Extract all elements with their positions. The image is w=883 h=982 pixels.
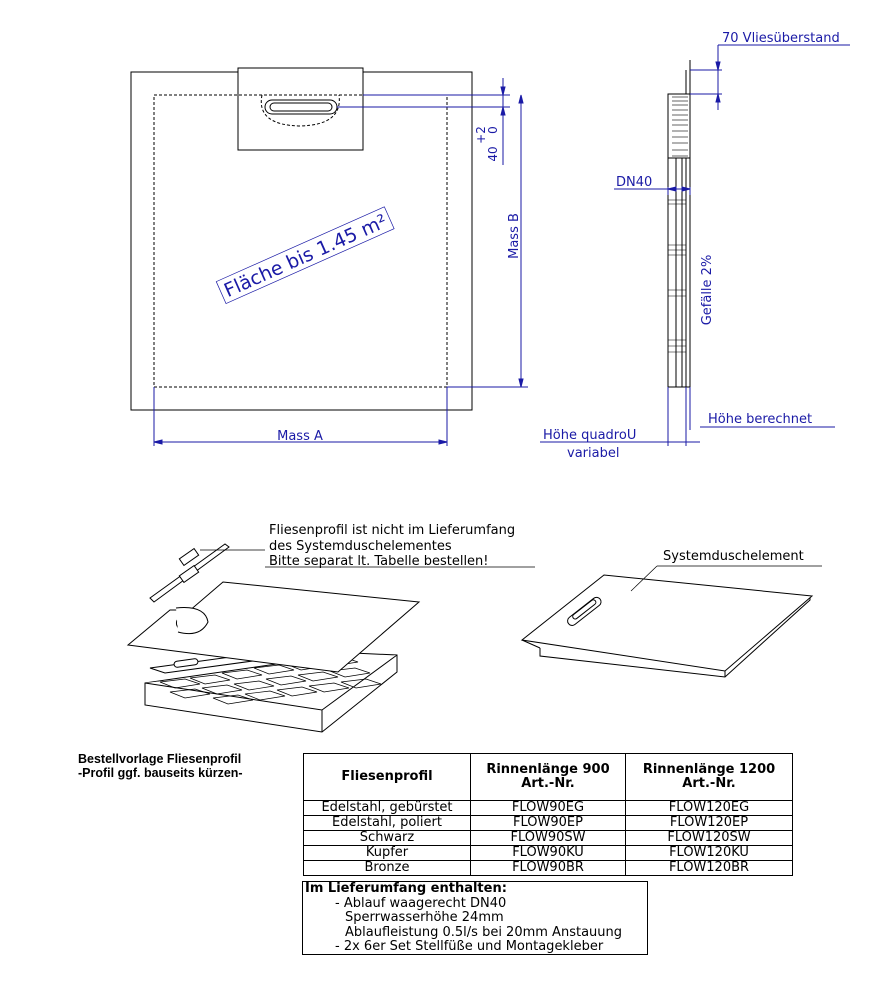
slope-label: Gefälle 2%: [700, 254, 715, 326]
height-calculated-label: Höhe berechnet: [708, 412, 813, 427]
cell-profile: Edelstahl, gebürstet: [304, 801, 471, 816]
cell-art-900: FLOW90EG: [471, 801, 626, 816]
cell-profile: Bronze: [304, 861, 471, 876]
table-row: [304, 846, 793, 861]
header-length-1200: Rinnenlänge 1200 Art.-Nr.: [626, 754, 793, 801]
scope-line1: - Ablauf waagerecht DN40: [335, 895, 507, 911]
height-value: 40: [486, 146, 500, 162]
note-line2: des Systemduschelementes: [269, 539, 452, 554]
scope-line3: Ablaufleistung 0.5l/s bei 20mm Anstauung: [345, 924, 622, 940]
cell-art-1200: FLOW120EG: [626, 801, 793, 816]
mass-a-label: Mass A: [277, 429, 323, 444]
table-header-row: [304, 754, 793, 801]
iso-assembled-view: [522, 575, 812, 677]
tolerance-top: +2: [474, 126, 488, 144]
area-label: [216, 207, 394, 304]
drain-housing: [238, 68, 363, 150]
height-quadro-label: Höhe quadroU: [543, 428, 637, 443]
cell-art-900: FLOW90EP: [471, 816, 626, 831]
header-profile: Fliesenprofil: [304, 754, 471, 801]
cell-art-900: FLOW90SW: [471, 831, 626, 846]
cell-art-1200: FLOW120BR: [626, 861, 793, 876]
cell-profile: Kupfer: [304, 846, 471, 861]
cell-art-900: FLOW90KU: [471, 846, 626, 861]
note-line1: Fliesenprofil ist nicht im Lieferumfang: [269, 523, 516, 538]
variable-label: variabel: [567, 446, 620, 461]
table-row: [304, 801, 793, 816]
side-dimensions: [540, 45, 850, 446]
scope-line2: Sperrwasserhöhe 24mm: [345, 910, 504, 925]
table-row: [304, 861, 793, 876]
note-line3: Bitte separat lt. Tabelle bestellen!: [269, 554, 489, 569]
cell-profile: Schwarz: [304, 831, 471, 846]
order-caption-line2: -Profil ggf. bauseits kürzen-: [78, 766, 243, 780]
side-view: [668, 60, 690, 387]
mass-b-label: Mass B: [507, 213, 522, 259]
drain-label: DN40: [616, 175, 653, 190]
iso-exploded-view: [128, 544, 419, 732]
cell-art-1200: FLOW120KU: [626, 846, 793, 861]
table-row: [304, 816, 793, 831]
svg-text:Fläche bis 1.45 m²: Fläche bis 1.45 m²: [220, 210, 391, 302]
fleece-overhang-label: 70 Vliesüberstand: [722, 31, 840, 46]
cell-art-1200: FLOW120EP: [626, 816, 793, 831]
order-table: [303, 753, 793, 876]
cell-art-900: FLOW90BR: [471, 861, 626, 876]
tolerance-bottom: 0: [486, 126, 500, 134]
scope-line4: - 2x 6er Set Stellfüße und Montagekleber: [335, 939, 604, 954]
order-caption-line1: Bestellvorlage Fliesenprofil: [78, 752, 242, 766]
scope-title: Im Lieferumfang enthalten:: [305, 881, 507, 896]
plan-view: [131, 68, 472, 410]
element-label: Systemduschelement: [663, 549, 804, 564]
scope-of-delivery: [302, 881, 648, 955]
table-row: [304, 831, 793, 846]
order-caption: [78, 752, 243, 780]
cell-art-1200: FLOW120SW: [626, 831, 793, 846]
cell-profile: Edelstahl, poliert: [304, 816, 471, 831]
header-length-900: Rinnenlänge 900 Art.-Nr.: [471, 754, 626, 801]
